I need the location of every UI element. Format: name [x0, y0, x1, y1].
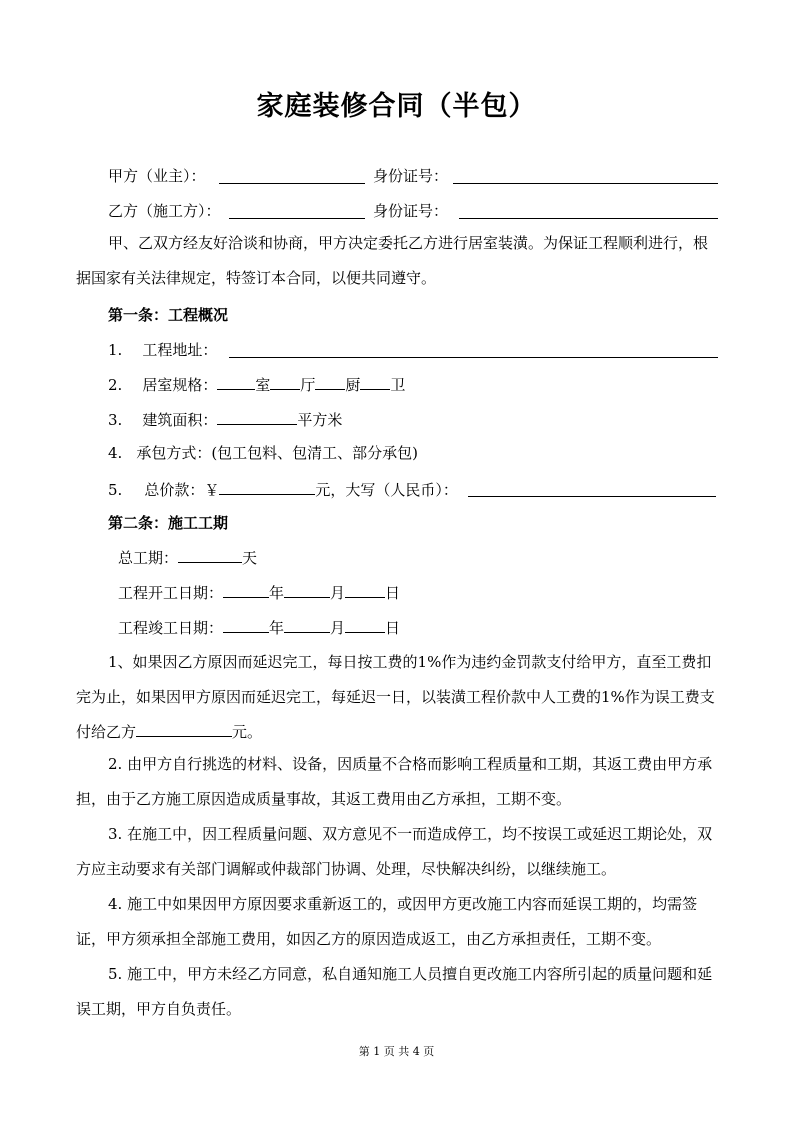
party-a-id-blank[interactable] [453, 168, 718, 184]
end-day: 日 [385, 619, 401, 637]
end-label: 工程竣工日期： [118, 619, 224, 637]
price-words-blank[interactable] [468, 481, 716, 497]
party-a-blank[interactable] [219, 168, 365, 184]
article1-item5 [108, 479, 458, 500]
area-blank[interactable] [217, 409, 297, 425]
party-b-id-label: 身份证号： [373, 202, 449, 220]
party-b-row [108, 201, 221, 221]
article1-item4 [108, 443, 418, 463]
item2-label: 居室规格： [142, 376, 218, 394]
end-day-blank[interactable] [345, 617, 385, 633]
total-duration-row [118, 547, 257, 568]
article1-item1 [108, 340, 217, 360]
item2-num: 2. [108, 376, 123, 394]
clause-1-text: 1、如果因乙方原因而延迟完工，每日按工费的1%作为违约金罚款支付给甲方，直至工费扣完为止，如果因甲方原因而延迟完工，每延迟一日，以装潢工程价款中人工费的1%作为误工费支付给乙方 [76, 653, 715, 741]
start-day-blank[interactable] [345, 582, 385, 598]
item5-num: 5. [108, 481, 123, 499]
end-date-row [118, 617, 400, 638]
document-title: 家庭装修合同（半包） [256, 91, 537, 122]
end-month: 月 [330, 619, 346, 637]
item5-label: 总价款：￥ [144, 481, 220, 499]
article1-item3 [108, 409, 342, 430]
article1-item2 [108, 374, 405, 395]
delay-fee-blank[interactable] [136, 721, 232, 737]
end-year-blank[interactable] [223, 617, 269, 633]
start-year: 年 [269, 584, 285, 602]
item2-unit-hall: 厅 [300, 376, 316, 394]
party-a-row [108, 166, 206, 186]
kitchens-blank[interactable] [315, 374, 345, 390]
party-a-label: 甲方（业主）： [108, 167, 206, 185]
item4-num: 4. [108, 444, 123, 462]
address-blank[interactable] [229, 342, 718, 358]
start-day: 日 [385, 584, 401, 602]
clause-4: 4. 施工中如果因甲方原因要求重新返工的，或因甲方更改施工内容而延误工期的，均需签证，甲方须承担全部施工费用，如因乙方的原因造成返工，由乙方承担责任，工期不变。 [76, 895, 698, 948]
total-unit: 天 [242, 549, 258, 567]
party-b-id-blank[interactable] [459, 203, 718, 219]
party-b-label: 乙方（施工方）： [108, 202, 221, 220]
party-b-id-row [373, 201, 448, 221]
clause-5: 5. 施工中，甲方未经乙方同意，私自通知施工人员擅自更改施工内容所引起的质量问题和延误工期，甲方自负责任。 [76, 965, 713, 1018]
page-footer: 第 1 页 共 4 页 [358, 1045, 435, 1058]
item5-unit: 元，大写（人民币）： [315, 481, 458, 499]
halls-blank[interactable] [270, 374, 300, 390]
article1-heading: 第一条：工程概况 [108, 306, 229, 324]
item1-num: 1. [108, 341, 123, 359]
rooms-blank[interactable] [217, 374, 255, 390]
item3-unit: 平方米 [297, 411, 343, 429]
item2-unit-room: 室 [255, 376, 271, 394]
article2-heading: 第二条：施工工期 [108, 514, 229, 532]
start-year-blank[interactable] [223, 582, 269, 598]
item3-num: 3. [108, 411, 123, 429]
party-b-blank[interactable] [229, 203, 365, 219]
item1-label: 工程地址： [142, 341, 218, 359]
item2-unit-kitchen: 厨 [345, 376, 361, 394]
item3-label: 建筑面积： [142, 411, 218, 429]
total-days-blank[interactable] [178, 547, 242, 563]
baths-blank[interactable] [360, 374, 390, 390]
start-date-row [118, 582, 400, 603]
item2-unit-bath: 卫 [390, 376, 406, 394]
price-blank[interactable] [219, 479, 315, 495]
start-month: 月 [330, 584, 346, 602]
clause-3: 3. 在施工中，因工程质量问题、双方意见不一而造成停工，均不按误工或延迟工期论处，双方应主动要求有关部门调解或仲裁部门协调、处理，尽快解决纠纷，以继续施工。 [76, 825, 713, 878]
end-month-blank[interactable] [284, 617, 330, 633]
total-label: 总工期： [118, 549, 179, 567]
start-month-blank[interactable] [284, 582, 330, 598]
start-label: 工程开工日期： [118, 584, 224, 602]
intro-paragraph: 甲、乙双方经友好洽谈和协商，甲方决定委托乙方进行居室装潢。为保证工程顺利进行，根据国家有关法律规定，特签订本合同，以便共同遵守。 [76, 234, 709, 287]
end-year: 年 [269, 619, 285, 637]
party-a-id-label: 身份证号： [373, 167, 449, 185]
clause-1-unit: 元。 [232, 723, 263, 741]
item4-text: 承包方式：(包工包料、包清工、部分承包) [136, 444, 419, 462]
clause-2: 2. 由甲方自行挑选的材料、设备，因质量不合格而影响工程质量和工期，其返工费由甲方承担，由于乙方施工原因造成质量事故，其返工费用由乙方承担，工期不变。 [76, 755, 713, 808]
clause-1 [76, 645, 718, 750]
party-a-id-row [373, 166, 448, 186]
